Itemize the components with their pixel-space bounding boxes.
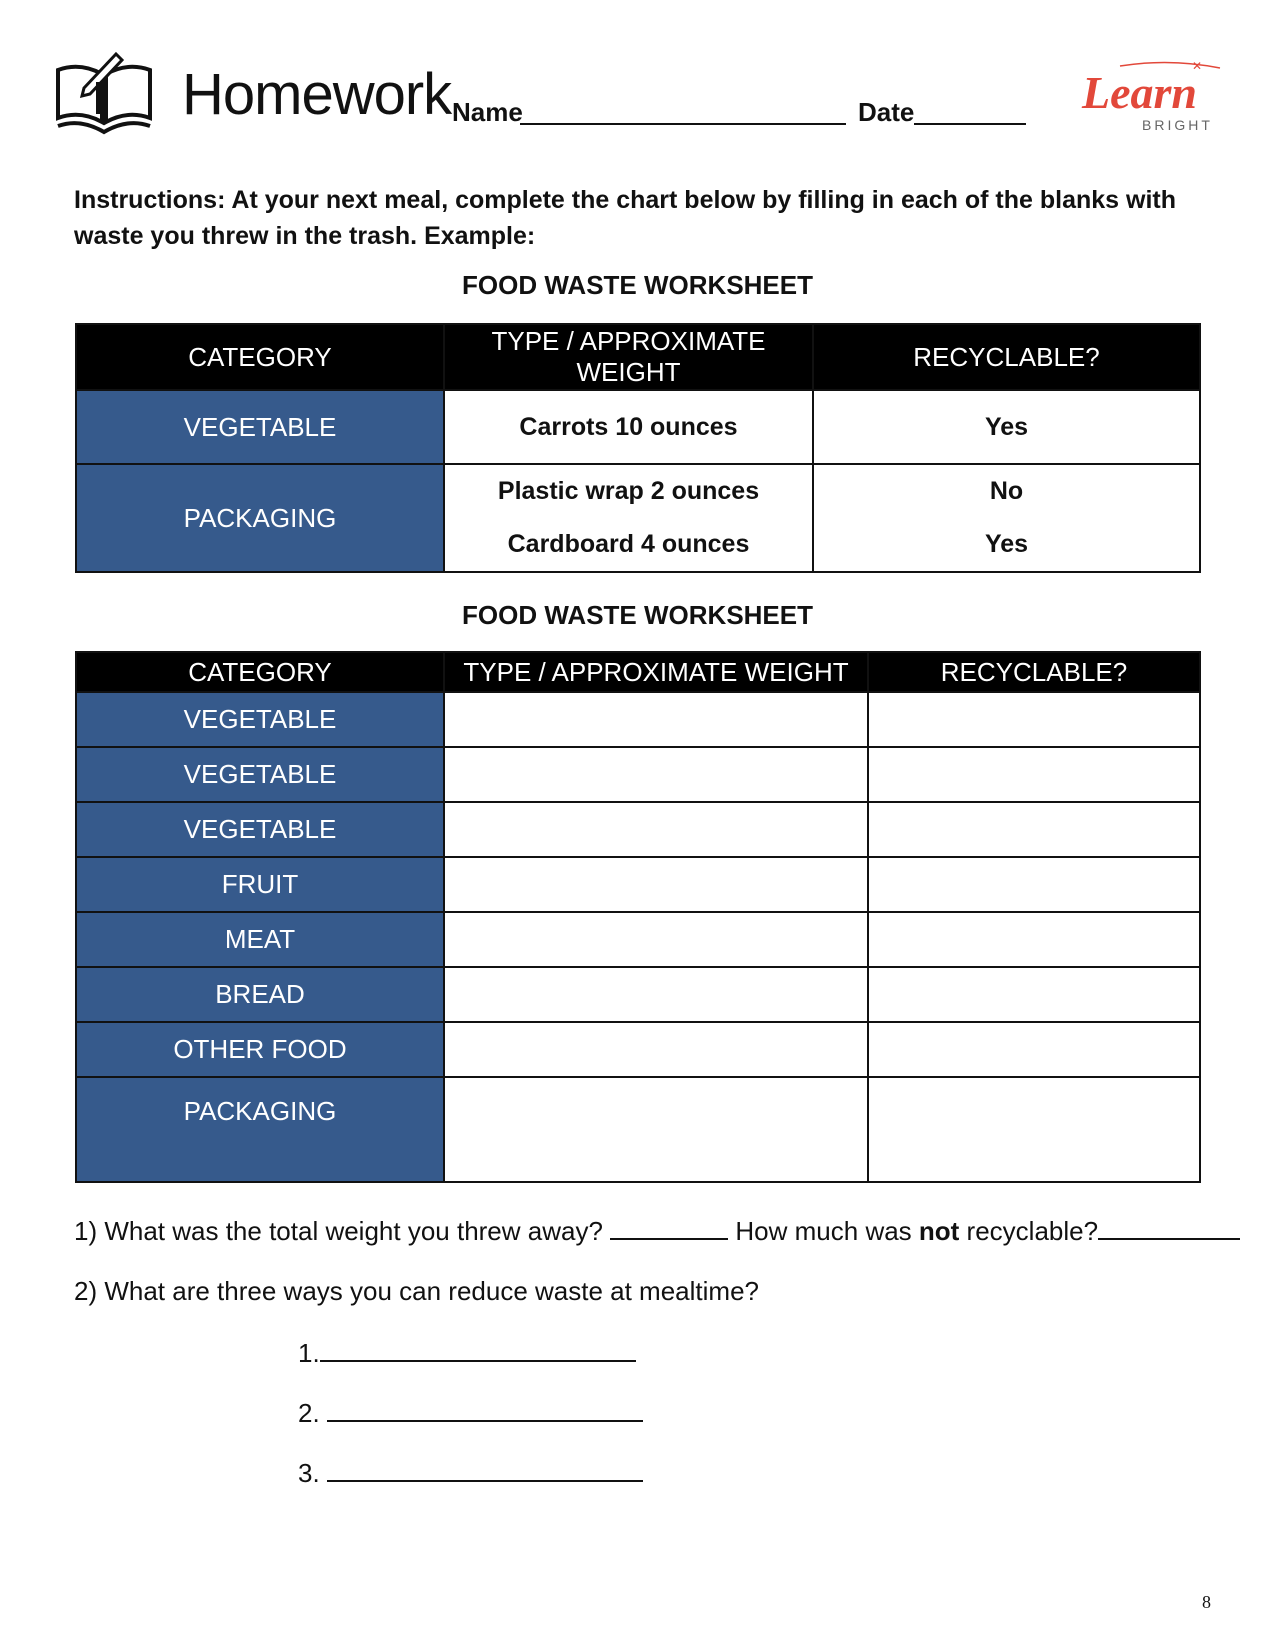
recyclable-entry[interactable] <box>868 747 1200 802</box>
category-cell: BREAD <box>76 967 444 1022</box>
answer-1-number: 1. <box>298 1338 320 1368</box>
question-2: 2) What are three ways you can reduce waste at mealtime? <box>74 1276 759 1306</box>
category-cell: MEAT <box>76 912 444 967</box>
table-row <box>76 390 1200 464</box>
recyclable-entry[interactable] <box>868 912 1200 967</box>
type-weight-entry[interactable] <box>444 857 868 912</box>
answer-2-blank[interactable] <box>327 1400 643 1422</box>
category-cell: OTHER FOOD <box>76 1022 444 1077</box>
logo-subtext: BRIGHT <box>1142 117 1213 133</box>
table-row <box>76 802 1200 857</box>
header-recyclable: RECYCLABLE? <box>868 652 1200 692</box>
type-weight-cell: Cardboard 4 ounces <box>444 518 813 572</box>
recyclable-entry[interactable] <box>868 1022 1200 1077</box>
blank-table-title: FOOD WASTE WORKSHEET <box>462 600 813 630</box>
header-category: CATEGORY <box>76 324 444 390</box>
type-weight-entry[interactable] <box>444 1022 868 1077</box>
open-book-pencil-icon <box>54 48 154 140</box>
type-weight-entry[interactable] <box>444 1077 868 1182</box>
table-row <box>76 464 1200 518</box>
category-cell: VEGETABLE <box>76 692 444 747</box>
type-weight-cell: Plastic wrap 2 ounces <box>444 464 813 518</box>
example-table-title: FOOD WASTE WORKSHEET <box>462 270 813 300</box>
table-row <box>76 912 1200 967</box>
type-weight-entry[interactable] <box>444 802 868 857</box>
answer-3-blank[interactable] <box>327 1460 643 1482</box>
table-row <box>76 692 1200 747</box>
answer-2 <box>298 1398 643 1429</box>
table-row <box>76 967 1200 1022</box>
category-cell: PACKAGING <box>76 1077 444 1182</box>
table-row <box>76 1077 1200 1182</box>
question-1-text: 1) What was the total weight you threw away? <box>74 1216 603 1246</box>
recyclable-cell: No <box>813 464 1200 518</box>
page-title: Homework <box>182 62 452 127</box>
recyclable-entry[interactable] <box>868 692 1200 747</box>
type-weight-cell: Carrots 10 ounces <box>444 390 813 464</box>
question-1b-bold: not <box>918 1216 960 1246</box>
table-row <box>76 857 1200 912</box>
header-type-weight: TYPE / APPROXIMATE WEIGHT <box>444 652 868 692</box>
total-weight-blank[interactable] <box>610 1218 728 1240</box>
question-1b-post: recyclable? <box>959 1216 1099 1246</box>
question-1b-pre: How much was <box>735 1216 919 1246</box>
name-label: Name <box>452 97 523 127</box>
answer-2-number: 2. <box>298 1398 320 1428</box>
answer-1-blank[interactable] <box>320 1340 636 1362</box>
header-recyclable: RECYCLABLE? <box>813 324 1200 390</box>
table-row <box>76 1022 1200 1077</box>
logo-word: Learn <box>1082 67 1197 118</box>
answer-3 <box>298 1458 643 1489</box>
category-cell: FRUIT <box>76 857 444 912</box>
recyclable-entry[interactable] <box>868 1077 1200 1182</box>
recyclable-cell: Yes <box>813 518 1200 572</box>
header-category: CATEGORY <box>76 652 444 692</box>
learn-bright-logo <box>1080 56 1230 136</box>
header-type-weight: TYPE / APPROXIMATE WEIGHT <box>444 324 813 390</box>
answer-1 <box>298 1338 636 1369</box>
category-cell: VEGETABLE <box>76 390 444 464</box>
type-weight-entry[interactable] <box>444 912 868 967</box>
answer-3-number: 3. <box>298 1458 320 1488</box>
category-cell: VEGETABLE <box>76 747 444 802</box>
recyclable-cell: Yes <box>813 390 1200 464</box>
recyclable-entry[interactable] <box>868 802 1200 857</box>
category-cell: PACKAGING <box>76 464 444 572</box>
question-1 <box>74 1218 1240 1244</box>
recyclable-entry[interactable] <box>868 857 1200 912</box>
instructions: Instructions: At your next meal, complete the chart below by filling in each of the blanks with waste you threw in the trash. Example: <box>74 186 1177 250</box>
blank-worksheet-table <box>75 651 1201 1183</box>
date-blank[interactable] <box>914 123 1026 125</box>
category-cell: VEGETABLE <box>76 802 444 857</box>
page-number: 8 <box>1202 1592 1211 1612</box>
svg-text:✕: ✕ <box>1192 59 1203 73</box>
recyclable-entry[interactable] <box>868 967 1200 1022</box>
type-weight-entry[interactable] <box>444 967 868 1022</box>
example-worksheet-table <box>75 323 1201 573</box>
name-blank[interactable] <box>520 123 846 125</box>
date-label: Date <box>858 97 915 127</box>
table-row <box>76 747 1200 802</box>
type-weight-entry[interactable] <box>444 747 868 802</box>
not-recyclable-blank[interactable] <box>1098 1218 1240 1240</box>
type-weight-entry[interactable] <box>444 692 868 747</box>
